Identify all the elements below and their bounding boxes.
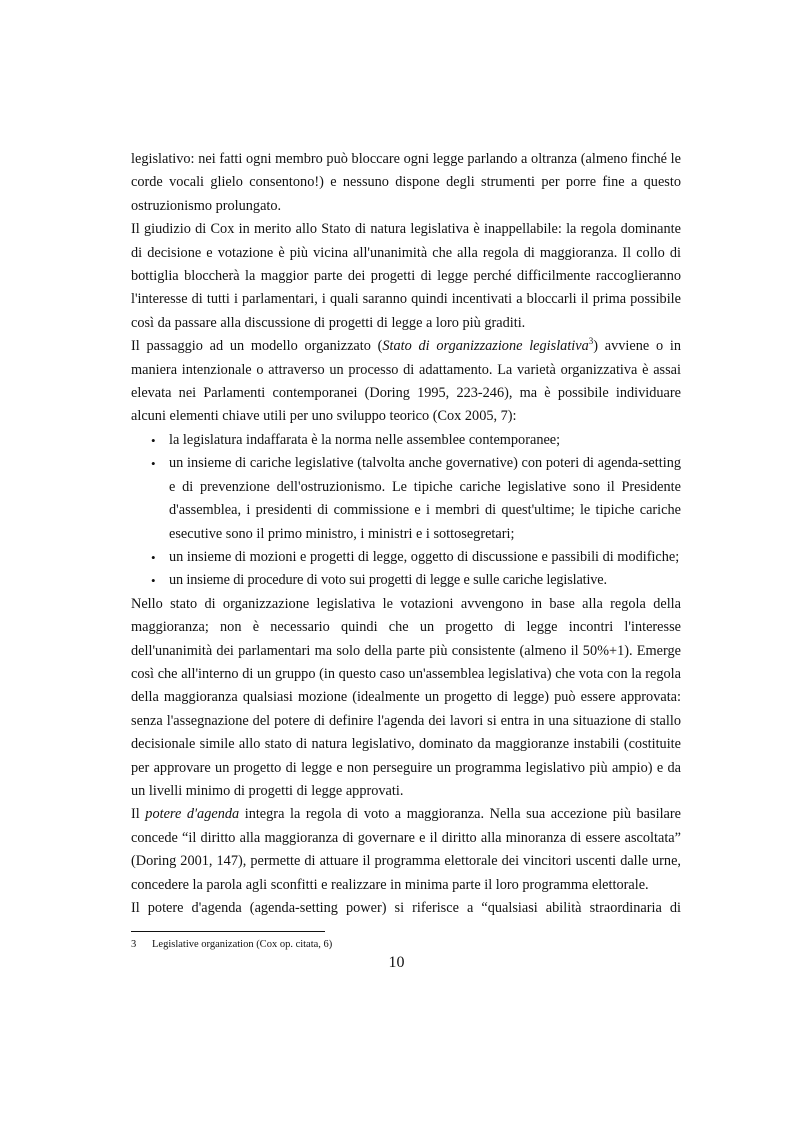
paragraph-3-text-start: Il passaggio ad un modello organizzato ( xyxy=(131,338,383,355)
paragraph-2: Il giudizio di Cox in merito allo Stato di natura legislativa è inappellabile: la regola dominante di decisione e votazione è più vicina all'unanimità che alla regola di maggioranza. Il collo di bottiglia bloccherà la maggior parte dei progetti di legge perché difficilmente raccoglieranno l'interesse di tutti i parlamentari, i quali saranno quindi incentivati a bloccarli il prima possibile così da passare alla discussione di progetti di legge a loro più graditi. xyxy=(131,221,681,331)
list-item xyxy=(131,546,681,569)
paragraph-1: legislativo: nei fatti ogni membro può bloccare ogni legge parlando a oltranza (almeno finché le corde vocali glielo consentono!) e nessuno dispone degli strumenti per porre fine a questo ostruzionismo prolungato. xyxy=(131,151,681,214)
paragraph-3 xyxy=(131,335,681,429)
list-item-text: la legislatura indaffarata è la norma nelle assemblee contemporanee; xyxy=(169,431,561,448)
footnote-separator xyxy=(131,931,325,932)
list-item-text: un insieme di cariche legislative (talvolta anche governative) con poteri di agenda-setting e di prevenzione dell'ostruzionismo. Le tipiche cariche legislative sono il Presidente d'assemblea, i presidenti di commissione e i membri di quest'ultime; le tipiche cariche esecutive sono il primo ministro, i ministri e i sottosegretari; xyxy=(169,455,681,542)
paragraph-6: Il potere d'agenda (agenda-setting power) si riferisce a “qualsiasi abilità straordinaria di xyxy=(131,900,681,916)
italic-term-agenda-power: potere d'agenda xyxy=(145,806,240,823)
footnote xyxy=(131,938,332,952)
list-item xyxy=(131,452,681,546)
bullet-icon: • xyxy=(151,432,156,448)
bullet-icon: • xyxy=(151,573,156,589)
list-item xyxy=(131,569,681,592)
footnote-text: Legislative organization (Cox op. citata, 6) xyxy=(152,939,333,950)
italic-term-legislative-organization: Stato di organizzazione legislativa xyxy=(382,338,589,355)
paragraph-4: Nello stato di organizzazione legislativa le votazioni avvengono in base alla regola della maggioranza; non è necessario quindi che un progetto di legge incontri l'interesse dell'unanimità dei parlamentari ma solo della parte più consistente (almeno il 50%+1). Emerge così che all'interno di un gruppo (in questo caso un'assemblea legislativa) che vota con la regola della maggioranza qualsiasi mozione (idealmente un progetto di legge) può essere approvata: senza l'assegnazione del potere di definire l'agenda dei lavori si entra in una situazione di stallo decisionale simile allo stato di natura legislativo, dominato da maggioranze instabili (costituite per approvare un progetto di legge e non perseguire un programma legislativo più ampio) e da un livelli minimo di progetti di legge approvati. xyxy=(131,595,681,799)
page-number: 10 xyxy=(388,954,405,971)
list-item xyxy=(131,429,681,452)
paragraph-3-text-end: ) avviene o in maniera intenzionale o attraverso un processo di adattamento. La varietà organizzativa è assai elevata nei Parlamenti contemporanei (Doring 1995, 223-246), ma è possibile individuare alcuni elementi chiave utili per uno sviluppo teorico (Cox 2005, 7): xyxy=(131,338,681,425)
paragraph-5-text-end: integra la regola di voto a maggioranza. Nella sua accezione più basilare concede “il diritto alla maggioranza di governare e il diritto alla minoranza di essere ascoltata” (Doring 2001, 147), permette di attuare il programma elettorale dei vincitori uscenti dalle urne, concedere la parola agli sconfitti e realizzare in minima parte il loro programma elettorale. xyxy=(131,806,681,893)
bullet-icon: • xyxy=(151,456,156,472)
paragraph-5-text-start: Il xyxy=(131,806,146,823)
bullet-icon: • xyxy=(151,549,156,565)
footnote-number: 3 xyxy=(131,939,137,950)
key-elements-list xyxy=(131,429,681,593)
footnote-reference: 3 xyxy=(588,336,594,347)
list-item-text: un insieme di mozioni e progetti di legge, oggetto di discussione e passibili di modifiche; xyxy=(169,548,680,565)
paragraph-5 xyxy=(131,803,681,897)
body-text xyxy=(131,148,681,920)
list-item-text: un insieme di procedure di voto sui progetti di legge e sulle cariche legislative. xyxy=(169,572,607,589)
